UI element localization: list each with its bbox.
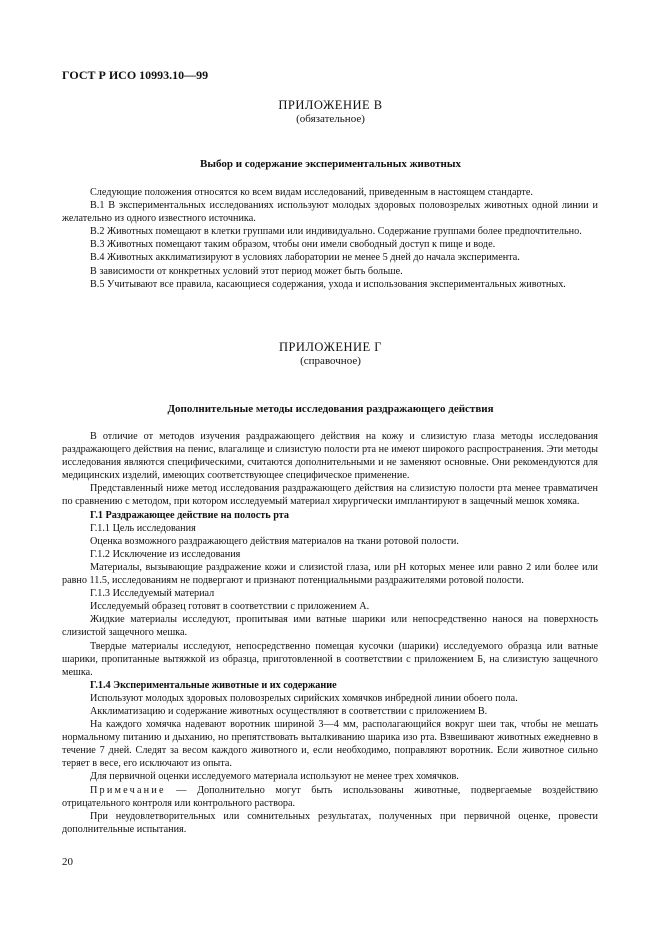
section-heading: Г.1.4 Экспериментальные животные и их содержание xyxy=(90,679,337,691)
paragraph: В.5 Учитывают все правила, касающиеся содержания, ухода и использования экспериментальных животных. xyxy=(90,278,566,290)
paragraph: Твердые материалы исследуют, непосредственно помещая кусочки (шарики) исследуемого образца или ватные шарики, пропитанные вытяжкой из образца, приготовленной в соответствии с приложением Б, на слизистую защечного мешка. xyxy=(62,640,598,678)
paragraph: Г.1.3 Исследуемый материал xyxy=(90,588,215,600)
paragraph: Акклиматизацию и содержание животных осуществляют в соответствии с приложением В. xyxy=(90,705,488,717)
section-heading: Г.1 Раздражающее действие на полость рта xyxy=(90,509,289,521)
paragraph: Оценка возможного раздражающего действия материалов на ткани ротовой полости. xyxy=(90,535,459,547)
paragraph: В.2 Животных помещают в клетки группами или индивидуально. Содержание группами более предпочтительно. xyxy=(90,226,582,238)
paragraph: Исследуемый образец готовят в соответствии с приложением А. xyxy=(90,601,370,613)
paragraph: Материалы, вызывающие раздражение кожи и слизистой глаза, или рН которых менее или равно 2 или более или равно 11.5, исследованиям не подвергают и признают потенциальными раздражителями ротовой полости. xyxy=(62,561,598,587)
appendix-v-body xyxy=(62,186,598,291)
document-header: ГОСТ Р ИСО 10993.10—99 xyxy=(62,68,209,82)
appendix-g-heading: Дополнительные методы исследования раздражающего действия xyxy=(167,403,494,415)
paragraph: Жидкие материалы исследуют, пропитывая ими ватные шарики или непосредственно нанося на поверхность слизистой защечного мешка. xyxy=(62,614,598,639)
paragraph: Г.1.1 Цель исследования xyxy=(90,522,196,534)
paragraph: Представленный ниже метод исследования раздражающего действия на слизистую полости рта менее травматичен по сравнению с методом, при котором исследуемый материал хирургически имплантируют в защечный мешок хомяка. xyxy=(62,483,598,508)
paragraph: В зависимости от конкретных условий этот период может быть больше. xyxy=(90,265,403,277)
appendix-v-status: (обязательное) xyxy=(296,113,365,125)
appendix-v-heading: Выбор и содержание экспериментальных животных xyxy=(200,158,461,170)
paragraph: Г.1.2 Исключение из исследования xyxy=(90,548,241,560)
appendix-g-body xyxy=(62,430,598,836)
paragraph: В отличие от методов изучения раздражающего действия на кожу и слизистую глаза методы исследования раздражающего действия на пенис, влагалище и слизистую полости рта не имеют широкого распространения. Эти методы исследования являются специфическими, считаются дополнительными и не заменяют основные. Они рекомендуются для медицинских изделий, имеющих соответствующее специфическое применение. xyxy=(62,431,598,482)
appendix-v-title: ПРИЛОЖЕНИЕ В xyxy=(278,98,383,112)
paragraph: Для первичной оценки исследуемого материала используют не менее трех хомячков. xyxy=(90,771,459,783)
paragraph: При неудовлетворительных или сомнительных результатах, полученных при первичной оценке, провести дополнительные испытания. xyxy=(62,810,598,835)
note-paragraph xyxy=(62,784,598,810)
paragraph: Следующие положения относятся ко всем видам исследований, приведенным в настоящем стандарте. xyxy=(90,187,533,198)
note-text: — Дополнительно могут быть использованы животные, подвергаемые воздействию отрицательного контроля или контрольного раствора. xyxy=(62,784,598,809)
page-number: 20 xyxy=(62,856,73,868)
paragraph: В.4 Животных акклиматизируют в условиях лаборатории не менее 5 дней до начала эксперимента. xyxy=(90,252,520,264)
note-label: Примечание xyxy=(90,784,166,796)
paragraph: В.3 Животных помещают таким образом, чтобы они имели свободный доступ к пище и воде. xyxy=(90,239,496,251)
paragraph: На каждого хомячка надевают воротник шириной 3—4 мм, располагающийся вокруг шеи так, чтобы не мешать нормальному питанию и дыханию, но препятствовать выталкиванию шарика изо рта. Взвешивают животных ежедневно в течение 7 дней. Следят за весом каждого животного и, если необходимо, поправляют воротник. Если животное сильно теряет в весе, его исключают из опыта. xyxy=(62,719,598,770)
appendix-g-status: (справочное) xyxy=(300,355,361,367)
paragraph: В.1 В экспериментальных исследованиях используют молодых здоровых половозрелых животных одной линии и желательно из одного известного источника. xyxy=(62,200,598,225)
paragraph: Используют молодых здоровых половозрелых сирийских хомячков инбредной линии обоего пола. xyxy=(90,692,518,704)
appendix-g-title: ПРИЛОЖЕНИЕ Г xyxy=(278,340,383,354)
